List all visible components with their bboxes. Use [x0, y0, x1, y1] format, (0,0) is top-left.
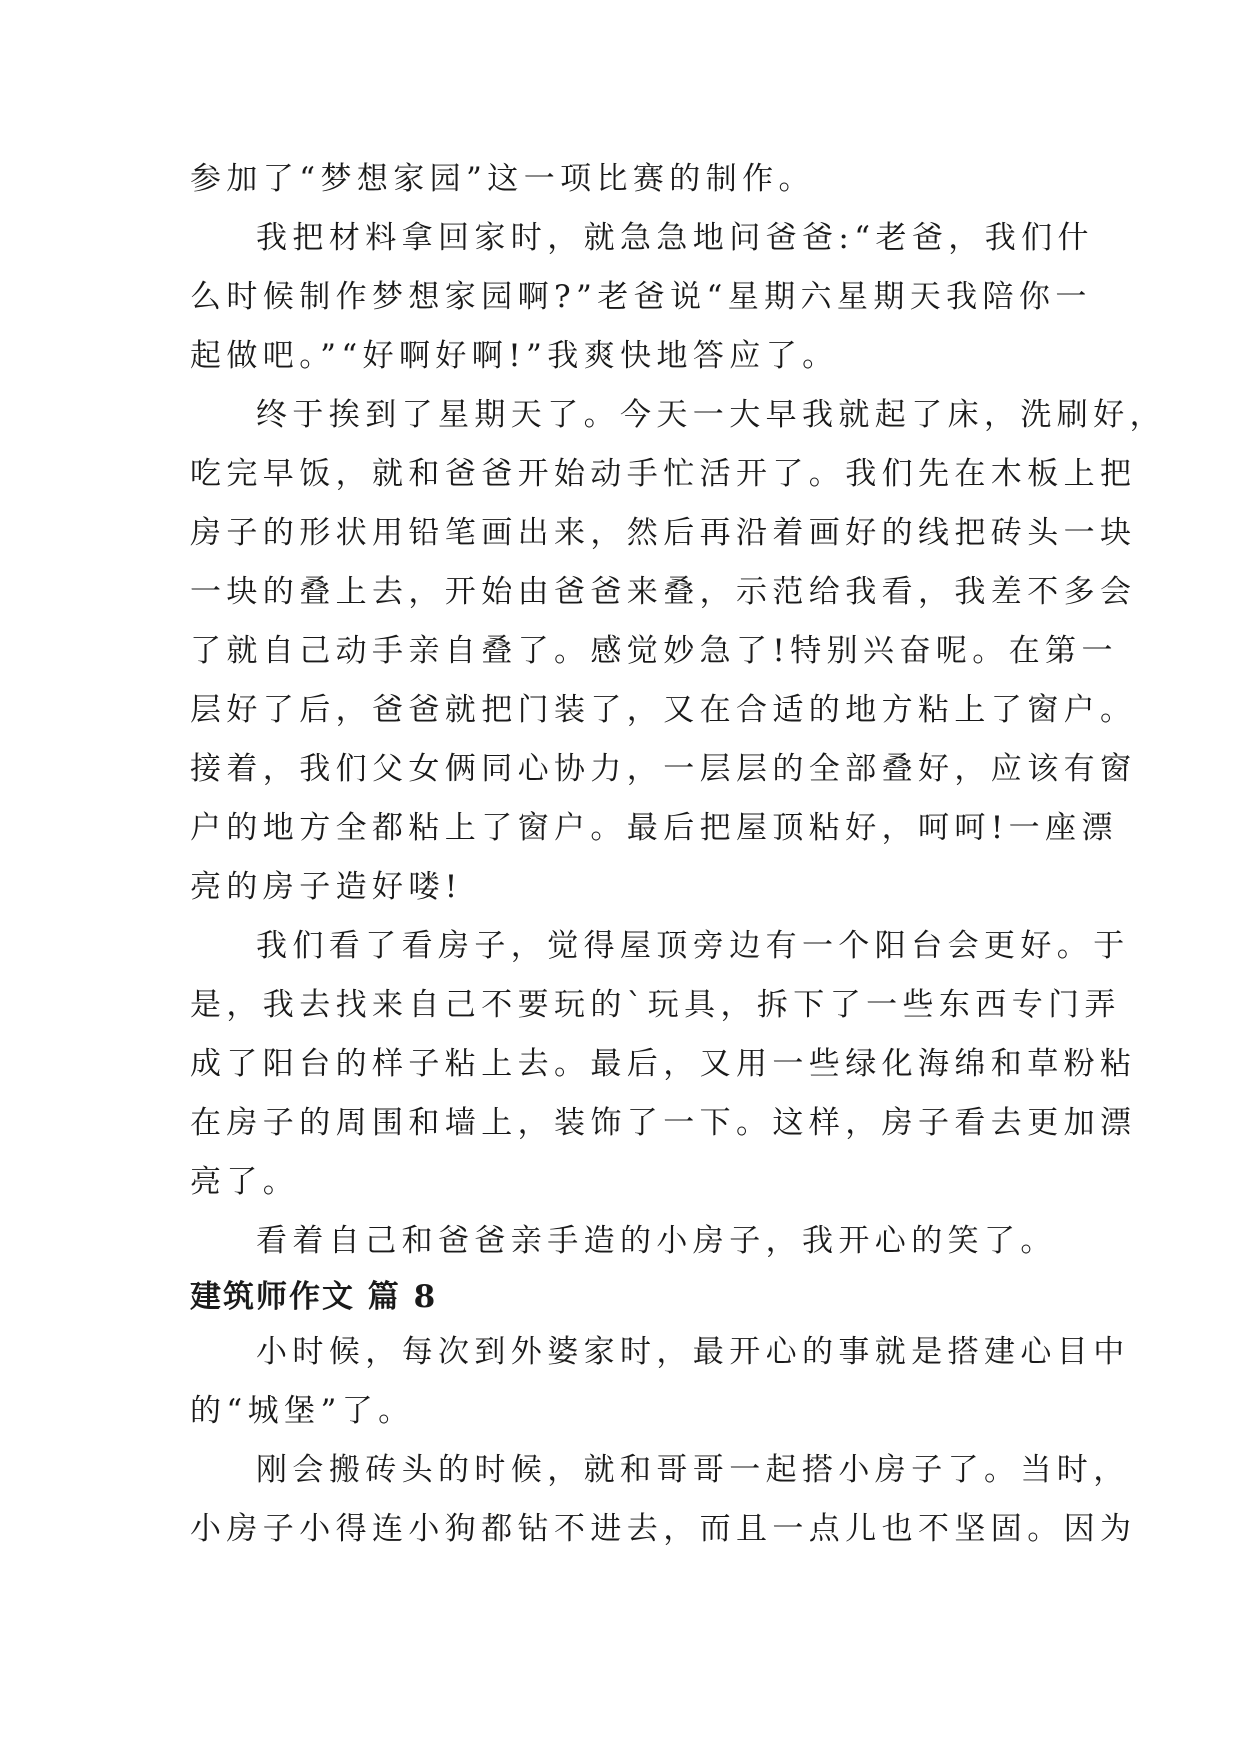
text-line: 么时候制作梦想家园啊?”老爸说“星期六星期天我陪你一: [190, 279, 1092, 315]
text-line: 在房子的周围和墙上，装饰了一下。这样，房子看去更加漂: [190, 1105, 1137, 1141]
text-line: 成了阳台的样子粘上去。最后，又用一些绿化海绵和草粉粘: [190, 1046, 1137, 1082]
document-page: [190, 150, 1166, 1559]
text-line: 一块的叠上去，开始由爸爸来叠，示范给我看，我差不多会: [190, 574, 1137, 610]
paragraph: [190, 917, 1137, 1212]
paragraph: [190, 1323, 1130, 1441]
text-line: 亮了。: [190, 1164, 300, 1200]
text-line: 吃完早饭，就和爸爸开始动手忙活开了。我们先在木板上把: [190, 456, 1137, 492]
paragraph: [190, 150, 1070, 209]
text-line: 房子的形状用铅笔画出来，然后再沿着画好的线把砖头一块: [190, 515, 1137, 551]
text-line: 是，我去找来自己不要玩的`玩具，拆下了一些东西专门弄: [190, 987, 1121, 1023]
text-line: 小房子小得连小狗都钻不进去，而且一点儿也不坚固。因为: [190, 1511, 1137, 1547]
text-line: 起做吧。”“好啊好啊!”我爽快地答应了。: [190, 338, 839, 374]
text-line: 我把材料拿回家时，就急急地问爸爸:“老爸，我们什: [256, 220, 1094, 256]
paragraph: [190, 209, 1094, 386]
text-line: 我们看了看房子，觉得屋顶旁边有一个阳台会更好。于: [256, 928, 1130, 964]
paragraph: [190, 1441, 1137, 1559]
paragraph: [190, 386, 1166, 917]
text-line: 终于挨到了星期天了。今天一大早我就起了床，洗刷好，: [256, 397, 1166, 433]
section-heading: 建筑师作文 篇 8: [190, 1279, 438, 1315]
text-line: 小时候，每次到外婆家时，最开心的事就是搭建心目中: [256, 1334, 1130, 1370]
text-line: 了就自己动手亲自叠了。感觉妙急了!特别兴奋呢。在第一: [190, 633, 1118, 669]
paragraph: [190, 1212, 1070, 1271]
text-line: 看着自己和爸爸亲手造的小房子，我开心的笑了。: [256, 1223, 1057, 1259]
text-line: 刚会搬砖头的时候，就和哥哥一起搭小房子了。当时，: [256, 1452, 1130, 1488]
text-line: 接着，我们父女俩同心协力，一层层的全部叠好，应该有窗: [190, 751, 1137, 787]
text-line: 层好了后，爸爸就把门装了，又在合适的地方粘上了窗户。: [190, 692, 1137, 728]
text-line: 户的地方全都粘上了窗户。最后把屋顶粘好，呵呵!一座漂: [190, 810, 1118, 846]
text-line: 参加了“梦想家园”这一项比赛的制作。: [190, 161, 815, 197]
text-line: 亮的房子造好喽!: [190, 869, 463, 905]
text-line: 的“城堡”了。: [190, 1393, 415, 1429]
